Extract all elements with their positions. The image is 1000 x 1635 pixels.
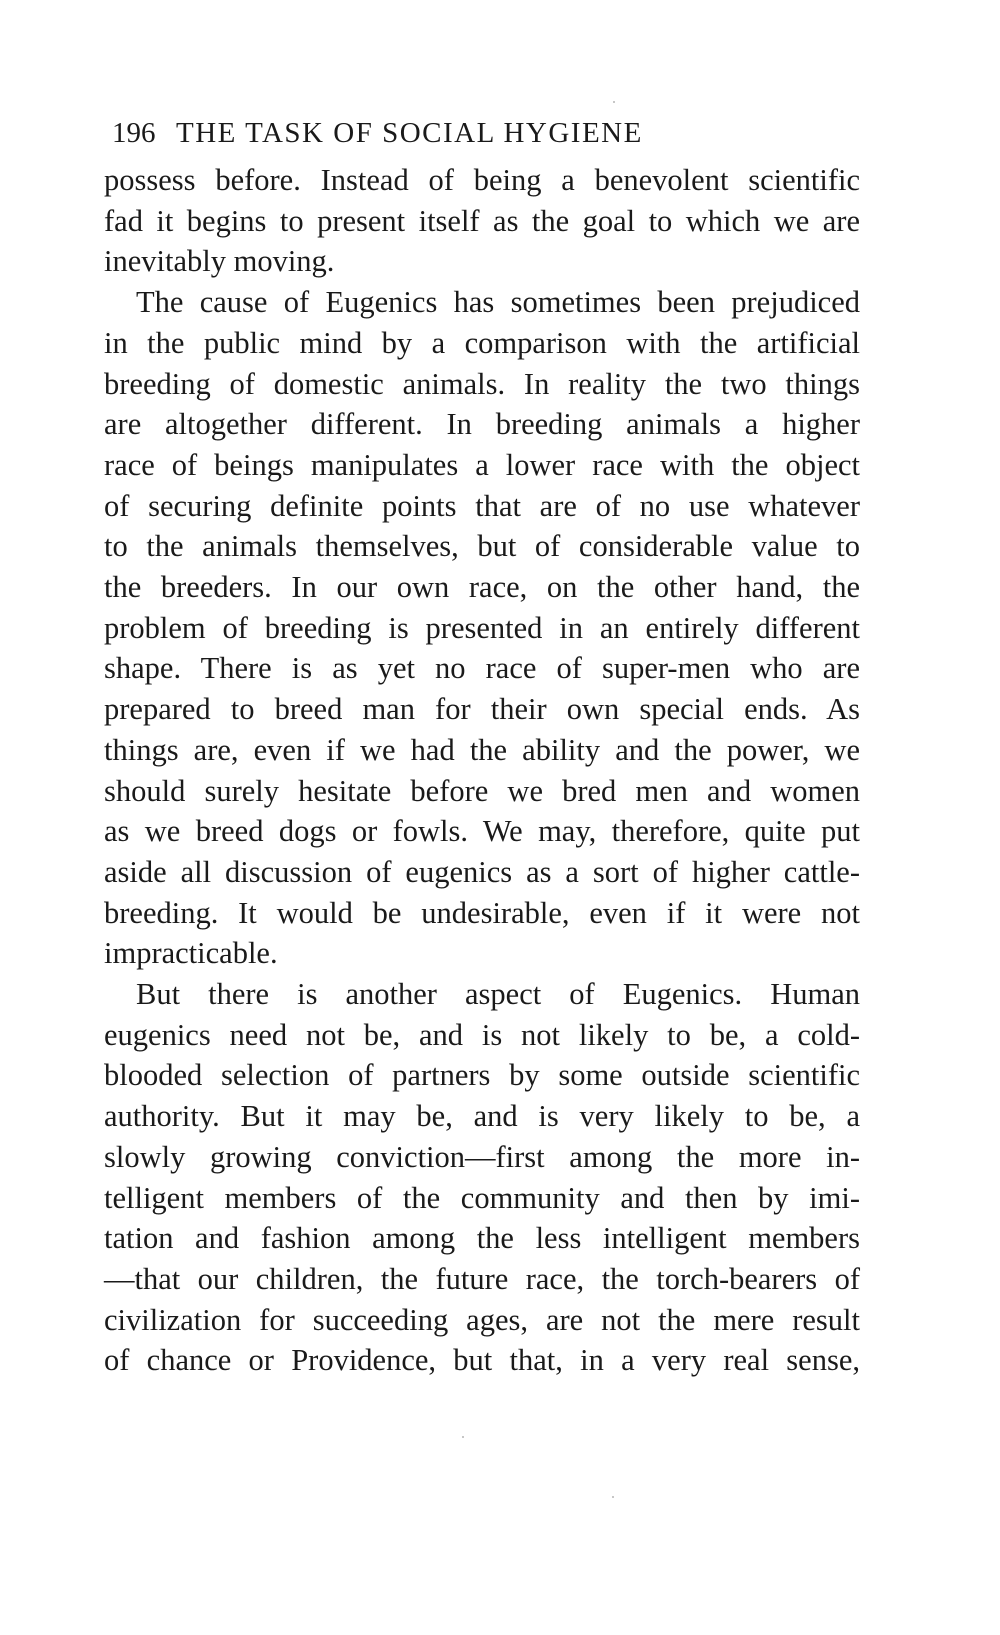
text-line: should surely hesitate before we bred men and women [104, 773, 860, 808]
paragraph-3 [104, 974, 860, 1381]
paper-speck [612, 1496, 614, 1498]
text-line: race of beings manipulates a lower race with the object [104, 447, 860, 482]
text-line: are altogether different. In breeding animals a higher [104, 407, 860, 442]
running-title: THE TASK OF SOCIAL HYGIENE [176, 117, 643, 149]
text-line: fad it begins to present itself as the goal to which we are [104, 203, 860, 238]
text-line: of chance or Providence, but that, in a very real sense, [104, 1343, 860, 1378]
text-line: impracticable. [104, 936, 278, 971]
text-line: blooded selection of partners by some outside scientific [104, 1058, 860, 1093]
text-line: slowly growing conviction—first among the more in- [104, 1139, 860, 1174]
text-line: as we breed dogs or fowls. We may, therefore, quite put [104, 814, 860, 849]
text-line: in the public mind by a comparison with the artificial [104, 325, 860, 360]
paper-speck [462, 1436, 464, 1438]
text-line: telligent members of the community and then by imi- [104, 1180, 860, 1215]
text-line: tation and fashion among the less intelligent members [104, 1221, 860, 1256]
text-line: civilization for succeeding ages, are not the mere result [104, 1302, 860, 1337]
text-line: problem of breeding is presented in an entirely different [104, 610, 860, 645]
page-number: 196 [112, 117, 156, 149]
text-line: prepared to breed man for their own special ends. As [104, 692, 860, 727]
text-line: possess before. Instead of being a benevolent scientific [104, 163, 860, 197]
text-line: to the animals themselves, but of considerable value to [104, 529, 860, 564]
text-line: inevitably moving. [104, 244, 335, 279]
text-line: aside all discussion of eugenics as a sort of higher cattle- [104, 854, 860, 889]
paragraph-2 [104, 282, 860, 974]
text-line: authority. But it may be, and is very likely to be, a [104, 1099, 860, 1134]
text-line: eugenics need not be, and is not likely to be, a cold- [104, 1017, 860, 1052]
book-page [104, 112, 860, 1381]
paragraph-1 [104, 160, 860, 282]
text-line: shape. There is as yet no race of super-men who are [104, 651, 860, 686]
text-line: breeding. It would be undesirable, even if it were not [104, 895, 860, 930]
text-line: things are, even if we had the ability and the power, we [104, 732, 860, 767]
text-line: But there is another aspect of Eugenics. Human [136, 977, 860, 1012]
text-line: The cause of Eugenics has sometimes been prejudiced [136, 285, 860, 320]
text-line: breeding of domestic animals. In reality the two things [104, 366, 860, 401]
text-line: of securing definite points that are of no use whatever [104, 488, 860, 523]
paper-speck [613, 101, 615, 103]
text-line: the breeders. In our own race, on the other hand, the [104, 570, 860, 605]
text-line: —that our children, the future race, the torch-bearers of [104, 1261, 860, 1296]
page-header [104, 112, 860, 154]
